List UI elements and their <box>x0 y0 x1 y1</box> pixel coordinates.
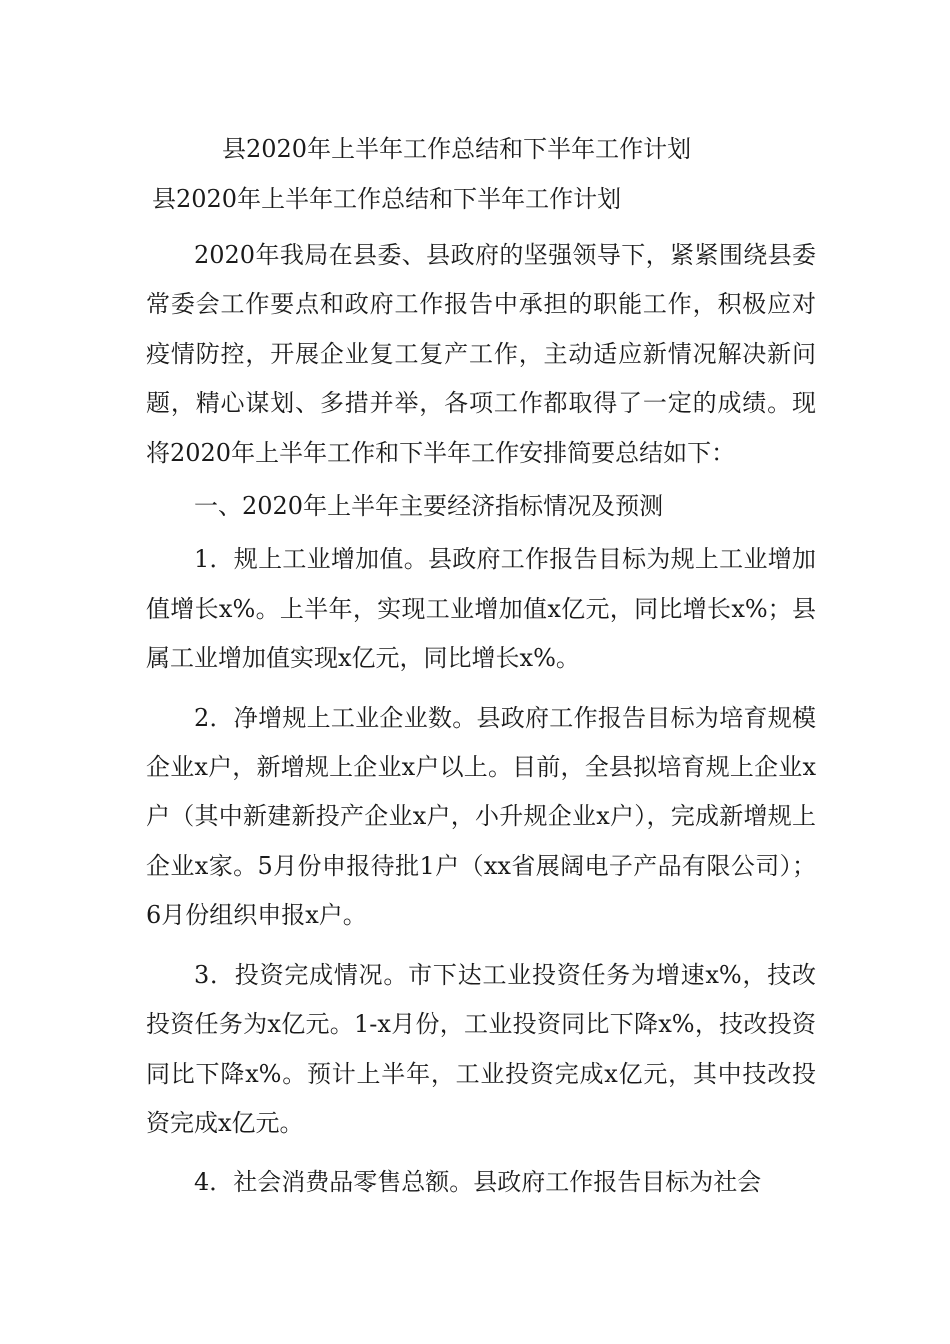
intro-paragraph: 2020年我局在县委、县政府的坚强领导下，紧紧围绕县委常委会工作要点和政府工作报告中承担的职能工作，积极应对疫情防控，开展企业复工复产工作，主动适应新情况解决新问题，精心谋划、多措并举，各项工作都取得了一定的成绩。现将2020年上半年工作和下半年工作安排简要总结如下： <box>146 241 816 467</box>
item-4-paragraph: 4．社会消费品零售总额。县政府工作报告目标为社会 <box>194 1168 762 1197</box>
document-title: 县2020年上半年工作总结和下半年工作计划 <box>222 135 692 163</box>
item-3-paragraph: 3．投资完成情况。市下达工业投资任务为增速x%，技改投资任务为x亿元。1-x月份，工业投资同比下降x%，技改投资同比下降x%。预计上半年，工业投资完成x亿元，其中技改投资完成x亿元。 <box>146 960 816 1137</box>
section-heading-1: 一、2020年上半年主要经济指标情况及预测 <box>194 492 664 521</box>
item-2-paragraph: 2．净增规上工业企业数。县政府工作报告目标为培育规模企业x户，新增规上企业x户以上。目前，全县拟培育规上企业x户（其中新建新投产企业x户，小升规企业x户），完成新增规上企业x家。5月份申报待批1户（xx省展阔电子产品有限公司）；6月份组织申报x户。 <box>146 703 816 930</box>
document-body <box>146 231 816 1208</box>
item-1-paragraph: 1．规上工业增加值。县政府工作报告目标为规上工业增加值增长x%。上半年，实现工业增加值x亿元，同比增长x%；县属工业增加值实现x亿元，同比增长x%。 <box>146 545 816 673</box>
document-subtitle: 县2020年上半年工作总结和下半年工作计划 <box>152 185 622 213</box>
